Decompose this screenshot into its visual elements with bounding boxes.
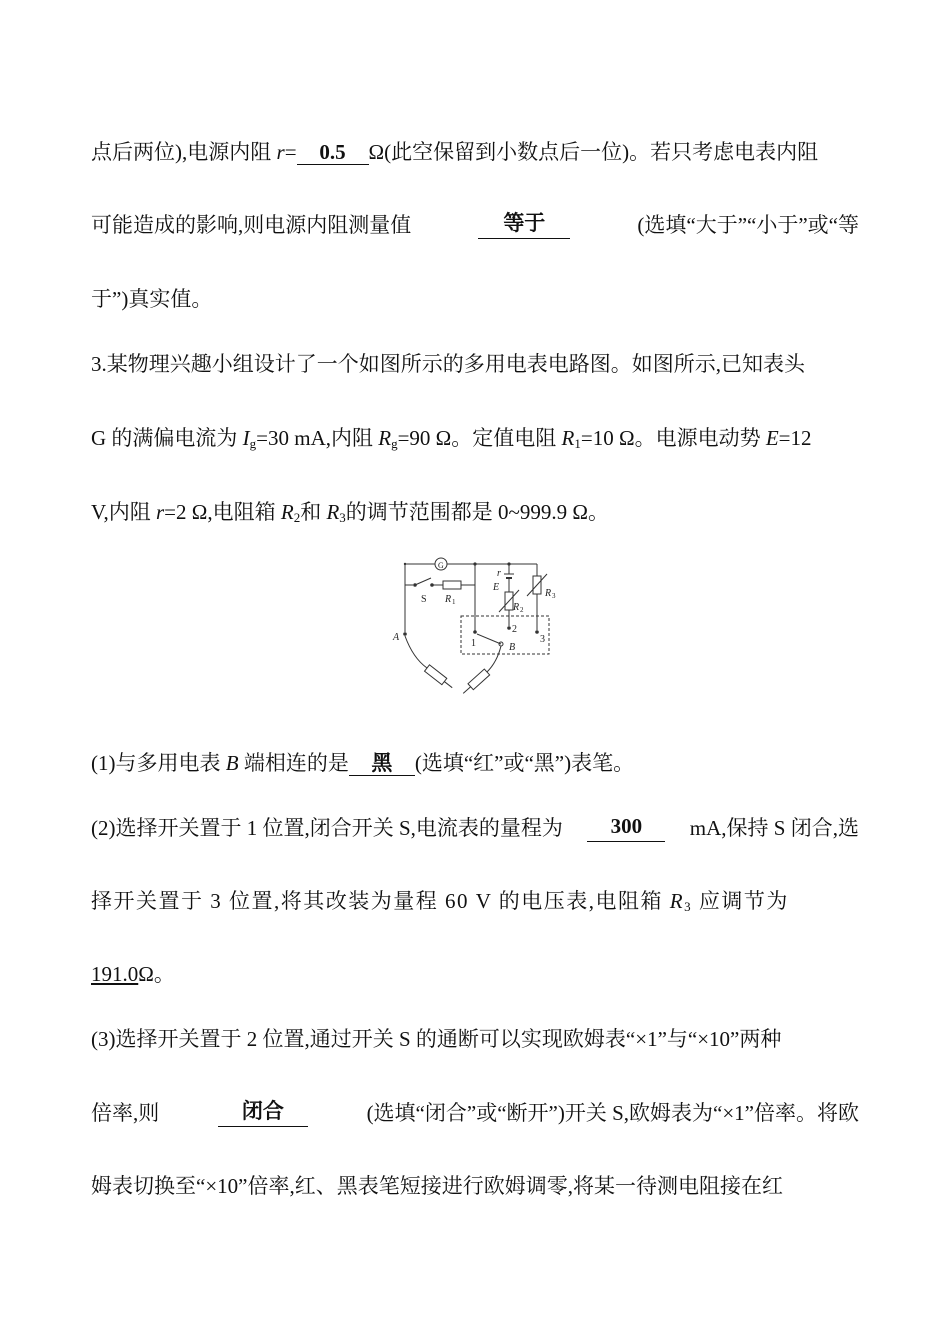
subscript: 2 — [293, 510, 301, 525]
text-line-9 — [91, 887, 859, 921]
label-3: 3 — [540, 634, 545, 645]
text: = — [284, 140, 297, 164]
var-r: r — [276, 140, 285, 164]
label-s: S — [421, 594, 427, 605]
subscript: g — [249, 436, 257, 451]
selector-arm — [477, 634, 501, 644]
text: =30 mA,内阻 — [256, 426, 379, 450]
circuit-diagram — [385, 550, 560, 695]
var-R2: R — [280, 500, 294, 524]
answer-blank-1: 0.5 — [297, 140, 369, 165]
text-line-3 — [91, 285, 859, 313]
text: =90 Ω。定值电阻 — [397, 426, 562, 450]
label-1: 1 — [471, 638, 476, 649]
subscript: 3 — [684, 899, 693, 914]
text: mA,保持 S 闭合,选 — [689, 816, 859, 840]
text: V,内阻 — [91, 500, 156, 524]
text-line-8 — [91, 814, 859, 842]
probe-right-icon — [461, 669, 490, 695]
var-r: r — [155, 500, 165, 524]
answer-underlined: 191.0 — [91, 962, 139, 986]
var-R3: R — [669, 889, 685, 913]
text: 可能造成的影响,则电源内阻测量值 — [91, 213, 412, 237]
text-line-2 — [91, 211, 859, 239]
text: 的调节范围都是 0~999.9 Ω。 — [345, 500, 609, 524]
var-R1: R — [561, 426, 575, 450]
text-line-5 — [91, 424, 859, 458]
subscript: 3 — [339, 510, 346, 525]
subscript: 1 — [574, 436, 581, 451]
answer-blank-4: 300 — [587, 814, 665, 842]
text-line-10 — [91, 960, 859, 988]
text: Ω。 — [138, 962, 175, 986]
var-I: I — [242, 426, 250, 450]
label-g: G — [438, 561, 444, 570]
text: =10 Ω。电源电动势 — [580, 426, 766, 450]
answer-blank-3: 黑 — [349, 751, 415, 776]
text-line-12 — [91, 1099, 859, 1127]
answer-blank-2: 等于 — [478, 211, 570, 239]
label-r3: R — [545, 588, 552, 599]
answer-blank-5: 闭合 — [218, 1099, 308, 1127]
subscript: g — [391, 436, 398, 451]
text-line-6 — [91, 498, 859, 532]
text: 和 — [300, 500, 327, 524]
label-r1-sub: 1 — [452, 598, 456, 606]
text: (选填“闭合”或“断开”)开关 S,欧姆表为“×1”倍率。将欧 — [366, 1101, 859, 1125]
label-r3-sub: 3 — [552, 592, 556, 600]
text: 点后两位),电源内阻 — [91, 140, 277, 164]
text-line-1 — [91, 138, 859, 166]
text: 3.某物理兴趣小组设计了一个如图所示的多用电表电路图。如图所示,已知表头 — [91, 352, 805, 376]
text: 倍率,则 — [91, 1101, 160, 1125]
text: (选填“红”或“黑”)表笔。 — [414, 751, 635, 775]
text-line-11 — [91, 1025, 859, 1053]
text: 端相连的是 — [238, 751, 349, 775]
text: 应调节为 — [692, 889, 789, 913]
text: 择开关置于 3 位置,将其改装为量程 60 V 的电压表,电阻箱 — [91, 889, 670, 913]
text-line-7 — [91, 749, 859, 777]
label-r: r — [497, 568, 501, 579]
text-line-13 — [91, 1172, 859, 1200]
label-r1: R — [445, 594, 452, 605]
var-B: B — [225, 751, 239, 775]
label-b: B — [509, 642, 516, 653]
text: =2 Ω,电阻箱 — [164, 500, 281, 524]
text: 于”)真实值。 — [91, 287, 213, 311]
resistor-r1-icon — [443, 581, 461, 589]
label-r2: R — [513, 602, 520, 613]
text: (2)选择开关置于 1 位置,闭合开关 S,电流表的量程为 — [91, 816, 563, 840]
switch-s-icon — [415, 578, 431, 585]
text: 姆表切换至“×10”倍率,红、黑表笔短接进行欧姆调零,将某一待测电阻接在红 — [91, 1174, 783, 1198]
text-line-4 — [91, 350, 859, 378]
var-R3: R — [326, 500, 340, 524]
label-a: A — [393, 632, 400, 643]
text: (选填“大于”“小于”或“等 — [637, 213, 859, 237]
var-R: R — [378, 426, 392, 450]
label-r2-sub: 2 — [520, 606, 524, 614]
text: (3)选择开关置于 2 位置,通过开关 S 的通断可以实现欧姆表“×1”与“×10”两种 — [91, 1027, 782, 1051]
probe-left-icon — [425, 665, 455, 691]
label-e: E — [493, 582, 500, 593]
label-2: 2 — [512, 624, 517, 635]
text: Ω(此空保留到小数点后一位)。若只考虑电表内阻 — [368, 140, 819, 164]
text: G 的满偏电流为 — [91, 426, 243, 450]
text: =12 — [778, 426, 812, 450]
var-E: E — [765, 426, 779, 450]
text: (1)与多用电表 — [91, 751, 226, 775]
